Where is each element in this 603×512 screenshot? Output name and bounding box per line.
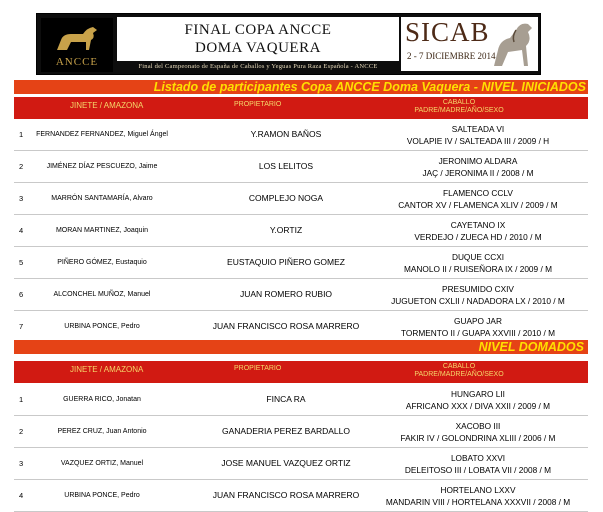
horse-info	[362, 388, 594, 412]
horse-pedigree: VERDEJO / ZUECA HD / 2010 / M	[414, 232, 542, 242]
horse-info	[362, 123, 594, 147]
table-row	[14, 279, 588, 311]
horse-info	[362, 187, 594, 211]
table-row	[14, 247, 588, 279]
horse-pedigree: JUGUETON CXLII / NADADORA LX / 2010 / M	[391, 296, 565, 306]
event-banner	[36, 13, 541, 75]
owner-name: JUAN ROMERO RUBIO	[239, 289, 333, 299]
owner-name: COMPLEJO NOGA	[248, 193, 324, 203]
horse-pedigree: FAKIR IV / GOLONDRINA XLIII / 2006 / M	[400, 433, 556, 443]
horse-name: DUQUE CCXI	[451, 252, 505, 262]
owner-name: JUAN FRANCISCO ROSA MARRERO	[212, 321, 360, 331]
row-number: 6	[19, 290, 24, 299]
table-row	[14, 416, 588, 448]
horse-info	[362, 315, 594, 339]
owner-name: LOS LELITOS	[258, 161, 314, 171]
row-number: 4	[19, 491, 24, 500]
owner-name: EUSTAQUIO PIÑERO GOMEZ	[227, 257, 345, 267]
row-number: 2	[19, 427, 24, 436]
banner-subtitle: Final del Campeonato de España de Caballos y Yeguas Pura Raza Española - ANCCE	[138, 63, 378, 70]
header-caballo-sub: PADRE/MADRE/AÑO/SEXO	[414, 107, 504, 114]
banner-title-line1: FINAL COPA ANCCE	[184, 22, 332, 38]
horse-info	[362, 452, 594, 476]
section-title-domados	[14, 340, 588, 354]
banner-title-box	[117, 17, 399, 61]
horse-name: HUNGARO LII	[451, 389, 505, 399]
owner-name: JUAN FRANCISCO ROSA MARRERO	[212, 490, 360, 500]
sicab-logo	[401, 17, 538, 71]
row-number: 1	[19, 130, 24, 139]
horse-name: FLAMENCO CCLV	[443, 188, 513, 198]
horse-pedigree: AFRICANO XXX / DIVA XXII / 2009 / M	[405, 401, 551, 411]
header-propietario: PROPIETARIO	[234, 101, 282, 108]
horse-name: HORTELANO LXXV	[440, 485, 516, 495]
owner-name: Y.ORTIZ	[269, 225, 303, 235]
rider-name: URBINA PONCE, Pedro	[64, 323, 140, 330]
section-title-text: Listado de participantes Copa ANCCE Doma Vaquera - NIVEL INICIADOS	[153, 80, 586, 94]
row-number: 5	[19, 258, 24, 267]
horse-info	[362, 251, 594, 275]
rider-name: FERNANDEZ FERNANDEZ, Miguel Ángel	[36, 131, 168, 138]
horse-illustration-icon	[486, 20, 538, 70]
horse-info	[362, 484, 594, 508]
row-number: 1	[19, 395, 24, 404]
table-row	[14, 151, 588, 183]
horse-pedigree: DELEITOSO III / LOBATA VII / 2008 / M	[404, 465, 552, 475]
banner-title-line2: DOMA VAQUERA	[195, 40, 321, 56]
rider-name: JIMÉNEZ DÍAZ PESCUEZO, Jaime	[46, 163, 158, 170]
table-row	[14, 183, 588, 215]
participants-list-domados	[14, 384, 588, 512]
table-row	[14, 311, 588, 343]
horse-info	[362, 420, 594, 444]
horse-name: SALTEADA VI	[451, 124, 505, 134]
horse-pedigree: VOLAPIE IV / SALTEADA III / 2009 / H	[406, 136, 550, 146]
section-title-text: NIVEL DOMADOS	[478, 340, 584, 354]
section-title-iniciados	[14, 80, 588, 94]
row-number: 4	[19, 226, 24, 235]
header-caballo-sub: PADRE/MADRE/AÑO/SEXO	[414, 371, 504, 378]
owner-name: Y.RAMON BAÑOS	[250, 129, 322, 139]
horse-name: CAYETANO IX	[450, 220, 506, 230]
row-number: 3	[19, 459, 24, 468]
column-header	[14, 361, 588, 383]
owner-name: FINCA RA	[266, 394, 306, 404]
rider-name: VAZQUEZ ORTIZ, Manuel	[60, 460, 144, 467]
rider-name: MORAN MARTINEZ, Joaquin	[55, 227, 149, 234]
header-jinete: JINETE / AMAZONA	[70, 101, 144, 110]
table-row	[14, 384, 588, 416]
row-number: 3	[19, 194, 24, 203]
horse-logo-icon	[51, 24, 103, 54]
horse-info	[362, 155, 594, 179]
rider-name: ALCONCHEL MUÑOZ, Manuel	[53, 291, 151, 298]
table-row	[14, 215, 588, 247]
horse-name: JERONIMO ALDARA	[438, 156, 518, 166]
horse-pedigree: CANTOR XV / FLAMENCA XLIV / 2009 / M	[398, 200, 558, 210]
header-caballo	[389, 99, 529, 115]
participants-list-iniciados	[14, 119, 588, 343]
header-caballo-label: CABALLO	[442, 363, 476, 370]
rider-name: URBINA PONCE, Pedro	[64, 492, 140, 499]
horse-pedigree: MANDARIN VIII / HORTELANA XXXVII / 2008 / M	[385, 497, 571, 507]
sicab-text: SICAB	[405, 17, 490, 47]
owner-name: JOSE MANUEL VAZQUEZ ORTIZ	[221, 458, 351, 468]
header-jinete: JINETE / AMAZONA	[70, 365, 144, 374]
horse-name: PRESUMIDO CXIV	[442, 284, 514, 294]
horse-info	[362, 283, 594, 307]
logo-text: ANCCE	[55, 56, 99, 68]
header-propietario: PROPIETARIO	[234, 365, 282, 372]
table-row	[14, 480, 588, 512]
horse-name: GUAPO JAR	[454, 316, 502, 326]
table-row	[14, 448, 588, 480]
horse-name: XACOBO III	[455, 421, 501, 431]
row-number: 2	[19, 162, 24, 171]
horse-info	[362, 219, 594, 243]
horse-pedigree: JAÇ / JERONIMA II / 2008 / M	[422, 168, 534, 178]
header-caballo-label: CABALLO	[442, 99, 476, 106]
horse-name: LOBATO XXVI	[450, 453, 506, 463]
row-number: 7	[19, 322, 24, 331]
rider-name: PEREZ CRUZ, Juan Antonio	[57, 428, 147, 435]
rider-name: MARRÓN SANTAMARÍA, Alvaro	[51, 195, 153, 202]
header-caballo	[389, 363, 529, 379]
rider-name: GUERRA RICO, Jonatan	[63, 396, 141, 403]
horse-pedigree: TORMENTO II / GUAPA XXVIII / 2010 / M	[401, 328, 555, 338]
rider-name: PIÑERO GÓMEZ, Eustaquio	[57, 259, 147, 266]
column-header	[14, 97, 588, 119]
ancce-logo	[41, 18, 113, 72]
owner-name: GANADERIA PEREZ BARDALLO	[221, 426, 350, 436]
horse-pedigree: MANOLO II / RUISEÑORA IX / 2009 / M	[403, 264, 552, 274]
sicab-dates: 2 - 7 DICIEMBRE 2014	[407, 51, 496, 61]
table-row	[14, 119, 588, 151]
